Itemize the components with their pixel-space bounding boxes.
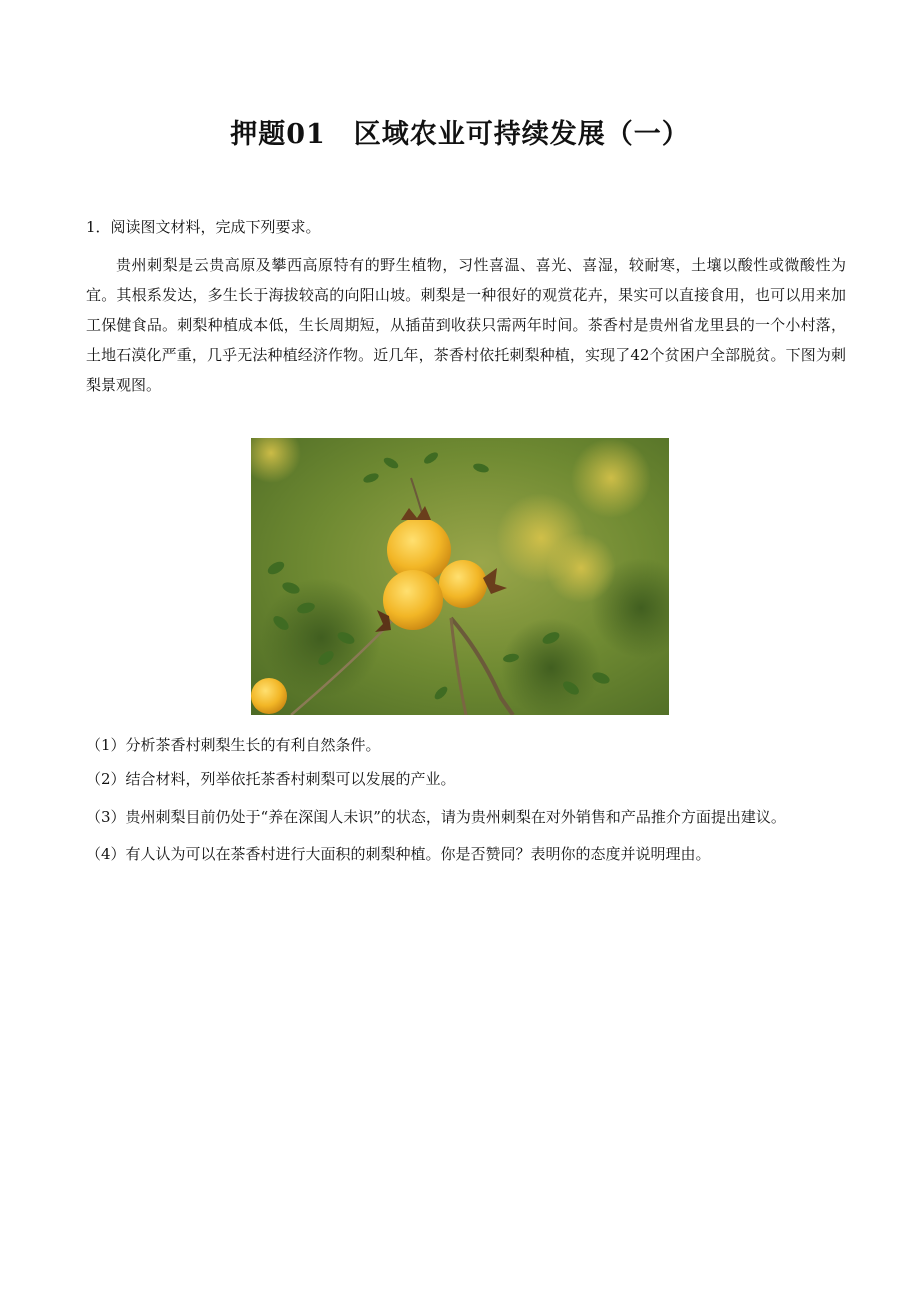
sub-question-3: （3）贵州刺梨目前仍处于“养在深闺人未识”的状态，请为贵州刺梨在对外销售和产品推介方面提出建议。 bbox=[86, 808, 786, 826]
question-intro: 1．阅读图文材料，完成下列要求。 bbox=[86, 218, 321, 236]
material-paragraph: 贵州刺梨是云贵高原及攀西高原特有的野生植物，习性喜温、喜光、喜湿，较耐寒，土壤以酸性或微酸性为宜。其根系发达，多生长于海拔较高的向阳山坡。刺梨是一种很好的观赏花卉，果实可以直接食用，也可以用来加工保健食品。刺梨种植成本低，生长周期短，从插苗到收获只需两年时间。茶香村是贵州省龙里县的一个小村落，土地石漠化严重，几乎无法种植经济作物。近几年，茶香村依托刺梨种植，实现了42个贫困户全部脱贫。下图为刺梨景观图。 bbox=[86, 256, 846, 394]
sub-question-1: （1）分析茶香村刺梨生长的有利自然条件。 bbox=[86, 736, 381, 754]
rosa-roxburghii-photo bbox=[251, 438, 669, 715]
sub-question-2: （2）结合材料，列举依托茶香村刺梨可以发展的产业。 bbox=[86, 770, 456, 788]
page-title: 押题01 区域农业可持续发展（一） bbox=[230, 119, 690, 150]
sub-question-4: （4）有人认为可以在茶香村进行大面积的刺梨种植。你是否赞同？表明你的态度并说明理由。 bbox=[86, 845, 711, 863]
